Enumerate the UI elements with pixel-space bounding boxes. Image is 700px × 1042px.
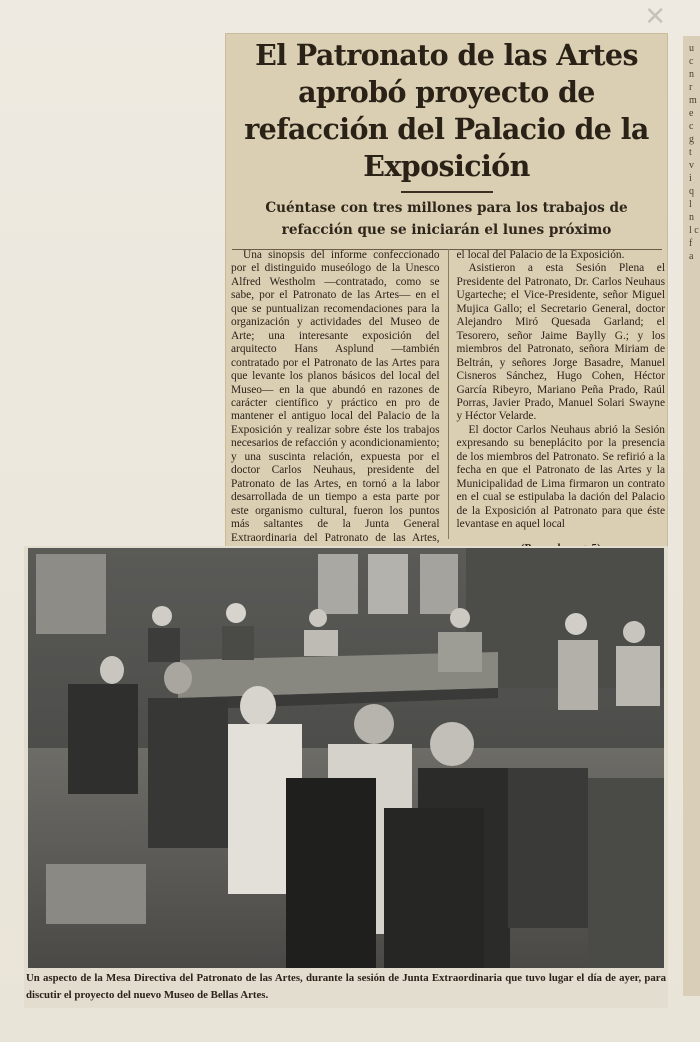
article-column-right	[457, 249, 666, 539]
photo-clipping	[24, 546, 668, 1008]
adjacent-clipping-text: u c n r m e c g t v i q l n l c f a	[689, 43, 699, 262]
meeting-photo-image	[28, 548, 664, 968]
article-clipping	[225, 33, 668, 549]
column-divider	[448, 249, 449, 539]
article-column-left	[231, 249, 440, 544]
headline-divider	[401, 191, 493, 193]
article-paragraph: Asistieron a esta Sesión Plena el Presidente del Patronato, Dr. Carlos Neuhaus Ugarteche; el Vice-Presidente, señor Miguel Mujica Gallo; el Secretario General, doctor Alejandro Miró Quesada Garland; el Tesorero, señor Jaime Baylly G.; y los miembros del Patronato, señora Miriam de Beltrán, y señores Jorge Basadre, Manuel Cisneros Sánchez, Hugo Cohen, Héctor García Ribeyro, Mariano Peña Prado, Raúl Porras, Javier Prado, Manuel Solari Swayne y Héctor Velarde.	[456, 262, 666, 423]
meeting-photo	[28, 548, 664, 968]
article-subheadline: Cuéntase con tres millones para los trabajos de refacción que se iniciarán el lunes próximo	[265, 200, 628, 238]
article-paragraph: Una sinopsis del informe confeccionado por el distinguido museólogo de la Unesco Alfred Westholm —contratado, como se sabe, por el Patronato de las Artes— en el que se puntualizan recomendaciones para la organización y actividades del Museo de Arte; una interesante exposición del arquitecto Hans Asplund —también contratado por el Patronato de las Artes para que levante los planos básicos del local del Museo— en la que abundó en razones de carácter científico y práctico en pro de mantener el antiguo local del Palacio de la Exposición y realizar sobre éste los trabajos necesarios de refacción y acondicionamiento; y una suscinta relación, expuesta por el doctor Carlos Neuhaus, presidente del Patronato de las Artes, en tornó a la labor desarrollada de un tiempo a esta parte por este organismo cultural, fueron los puntos más saltantes de la Junta General Extraordinaria del Patronato de las Artes,	[231, 249, 440, 544]
close-icon[interactable]: ✕	[644, 2, 666, 32]
article-paragraph: el local del Palacio de la Exposición.	[456, 249, 625, 261]
adjacent-clipping	[683, 36, 700, 996]
article-headline: El Patronato de las Artes aprobó proyecto de refacción del Palacio de la Exposición	[244, 38, 649, 183]
photo-caption: Un aspecto de la Mesa Directiva del Patronato de las Artes, durante la sesión de Junta Extraordinaria que tuvo lugar el día de ayer, para discutir el proyecto del nuevo Museo de Bellas Artes.	[26, 972, 666, 1001]
article-body	[231, 249, 666, 544]
article-paragraph: El doctor Carlos Neuhaus abrió la Sesión expresando su beneplácito por la presencia de los miembros del Patronato. Se refirió a la fecha en que el Patronato de las Artes y la Municipalidad de Lima firmaron un contrato en el cual se estipulaba la dación del Palacio de la Exposición al Patronato para que éste levantase en aquel local	[456, 423, 666, 531]
